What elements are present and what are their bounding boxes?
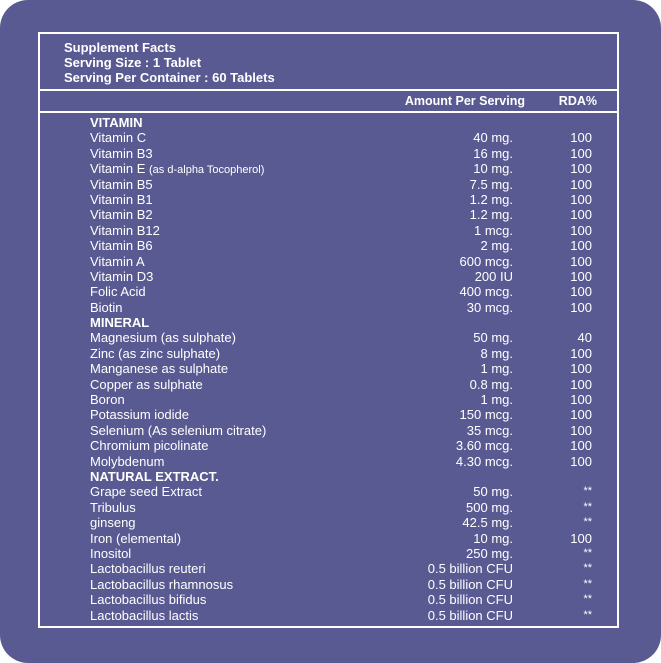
nutrient-name bbox=[90, 438, 209, 453]
section-title: NATURAL EXTRACT. bbox=[90, 468, 219, 484]
nutrient-name bbox=[90, 330, 236, 345]
nutrient-amount: 250 mg. bbox=[466, 545, 513, 561]
nutrient-amount: 600 mcg. bbox=[459, 253, 513, 269]
nutrient-name-text: Iron (elemental) bbox=[90, 530, 182, 546]
nutrient-name-text: Vitamin C bbox=[90, 130, 147, 146]
nutrient-name-text: Folic Acid bbox=[90, 284, 146, 300]
nutrient-rda: 100 bbox=[570, 238, 592, 254]
nutrient-row bbox=[40, 484, 617, 499]
nutrient-name-text: Manganese as sulphate bbox=[90, 361, 229, 377]
nutrient-row bbox=[40, 223, 617, 238]
nutrient-row bbox=[40, 407, 617, 422]
nutrient-name-text: Vitamin E bbox=[90, 161, 150, 177]
nutrient-rda: ** bbox=[583, 500, 592, 513]
nutrient-row bbox=[40, 531, 617, 546]
divider-columns bbox=[40, 111, 617, 113]
nutrient-amount: 50 mg. bbox=[473, 330, 513, 346]
nutrient-name bbox=[90, 592, 206, 607]
nutrient-rda: ** bbox=[583, 562, 592, 575]
nutrient-amount: 50 mg. bbox=[473, 484, 513, 500]
nutrient-name bbox=[90, 608, 198, 623]
nutrient-name bbox=[90, 531, 181, 546]
nutrient-name bbox=[90, 454, 164, 469]
nutrient-amount: 4.30 mcg. bbox=[455, 453, 513, 469]
nutrient-name bbox=[90, 346, 220, 361]
nutrient-name bbox=[90, 207, 153, 222]
nutrient-name-text: Vitamin B6 bbox=[90, 238, 153, 254]
serving-size: Serving Size : 1 Tablet bbox=[64, 55, 202, 70]
nutrient-row bbox=[40, 377, 617, 392]
nutrient-name-text: Molybdenum bbox=[90, 453, 165, 469]
nutrient-name-text: Boron bbox=[90, 392, 125, 408]
nutrient-name-text: Vitamin B5 bbox=[90, 176, 153, 192]
nutrient-note: (as d-alpha Tocopherol) bbox=[149, 164, 265, 177]
nutrient-row bbox=[40, 438, 617, 453]
nutrient-name bbox=[90, 269, 153, 284]
nutrient-name-text: Inositol bbox=[90, 545, 132, 561]
nutrient-row bbox=[40, 300, 617, 315]
facts-header bbox=[64, 40, 275, 85]
nutrient-rda: ** bbox=[583, 577, 592, 590]
nutrient-amount: 30 mcg. bbox=[466, 299, 513, 315]
nutrient-row bbox=[40, 254, 617, 269]
nutrient-name bbox=[90, 254, 145, 269]
nutrient-amount: 500 mg. bbox=[466, 499, 513, 515]
nutrient-name-text: Magnesium (as sulphate) bbox=[90, 330, 236, 346]
nutrient-rda: 100 bbox=[570, 392, 592, 408]
nutrient-rda: 100 bbox=[570, 422, 592, 438]
nutrient-name bbox=[90, 192, 153, 207]
nutrient-amount: 8 mg. bbox=[480, 345, 513, 361]
nutrient-rda: 100 bbox=[570, 253, 592, 269]
nutrient-row bbox=[40, 330, 617, 345]
nutrient-row bbox=[40, 577, 617, 592]
nutrient-name bbox=[90, 130, 146, 145]
nutrient-name-text: Biotin bbox=[90, 299, 123, 315]
nutrient-name-text: Vitamin B3 bbox=[90, 145, 153, 161]
nutrient-amount: 0.8 mg. bbox=[469, 376, 513, 392]
nutrient-amount: 1.2 mg. bbox=[469, 207, 513, 223]
section-title: MINERAL bbox=[90, 315, 150, 331]
nutrient-name bbox=[90, 177, 153, 192]
nutrient-row bbox=[40, 207, 617, 222]
nutrient-name-text: Vitamin B2 bbox=[90, 207, 153, 223]
nutrient-rda: 100 bbox=[570, 407, 592, 423]
column-header-rda: RDA% bbox=[558, 94, 597, 108]
nutrient-amount: 400 mcg. bbox=[459, 284, 513, 300]
nutrient-amount: 0.5 billion CFU bbox=[427, 607, 513, 623]
nutrient-rda: ** bbox=[583, 485, 592, 498]
nutrient-row bbox=[40, 130, 617, 145]
nutrient-rda: 100 bbox=[570, 207, 592, 223]
nutrient-rda: ** bbox=[583, 546, 592, 559]
servings-per-container: Serving Per Container : 60 Tablets bbox=[64, 70, 275, 85]
nutrient-row bbox=[40, 392, 617, 407]
nutrient-amount: 200 IU bbox=[474, 268, 513, 284]
nutrient-rda: 100 bbox=[570, 222, 592, 238]
nutrient-amount: 1 mcg. bbox=[473, 222, 513, 238]
nutrient-row bbox=[40, 515, 617, 530]
nutrient-row bbox=[40, 177, 617, 192]
nutrient-rda: 100 bbox=[570, 453, 592, 469]
nutrient-name-text: Vitamin A bbox=[90, 253, 145, 269]
nutrient-rda: 100 bbox=[570, 268, 592, 284]
divider-top bbox=[40, 89, 617, 91]
nutrient-rda: 40 bbox=[577, 330, 592, 346]
nutrient-name-text: Grape seed Extract bbox=[90, 484, 202, 500]
nutrient-rda: 100 bbox=[570, 376, 592, 392]
nutrient-name-text: Tribulus bbox=[90, 499, 136, 515]
nutrient-name bbox=[90, 361, 228, 376]
nutrient-name-text: Copper as sulphate bbox=[90, 376, 203, 392]
nutrient-row bbox=[40, 454, 617, 469]
facts-title: Supplement Facts bbox=[64, 40, 176, 55]
nutrient-amount: 7.5 mg. bbox=[469, 176, 513, 192]
nutrient-rda: 100 bbox=[570, 191, 592, 207]
nutrient-row bbox=[40, 546, 617, 561]
nutrient-rda: ** bbox=[583, 593, 592, 606]
nutrient-row bbox=[40, 361, 617, 376]
nutrient-row bbox=[40, 269, 617, 284]
nutrient-row bbox=[40, 238, 617, 253]
nutrient-row bbox=[40, 500, 617, 515]
nutrient-name bbox=[90, 392, 125, 407]
nutrient-rda: 100 bbox=[570, 361, 592, 377]
nutrient-amount: 1 mg. bbox=[480, 361, 513, 377]
nutrient-rda: ** bbox=[583, 608, 592, 621]
nutrient-amount: 0.5 billion CFU bbox=[427, 592, 513, 608]
nutrient-name bbox=[90, 484, 202, 499]
nutrient-rda: 100 bbox=[570, 284, 592, 300]
nutrient-name-text: Lactobacillus rhamnosus bbox=[90, 576, 234, 592]
nutrient-amount: 40 mg. bbox=[473, 130, 513, 146]
nutrient-amount: 10 mg. bbox=[473, 161, 513, 177]
nutrient-name-text: ginseng bbox=[90, 515, 136, 531]
nutrient-row bbox=[40, 346, 617, 361]
nutrient-name bbox=[90, 500, 136, 515]
nutrient-name-text: Lactobacillus bifidus bbox=[90, 592, 207, 608]
nutrient-amount: 1.2 mg. bbox=[469, 191, 513, 207]
nutrient-name bbox=[90, 561, 206, 576]
nutrient-rda: 100 bbox=[570, 345, 592, 361]
section-heading bbox=[40, 315, 617, 330]
nutrient-amount: 42.5 mg. bbox=[462, 515, 513, 531]
nutrient-amount: 3.60 mcg. bbox=[455, 438, 513, 454]
nutrient-name-text: Lactobacillus reuteri bbox=[90, 561, 206, 577]
nutrient-amount: 150 mcg. bbox=[459, 407, 513, 423]
section-heading bbox=[40, 115, 617, 130]
nutrient-name bbox=[90, 577, 233, 592]
nutrient-name bbox=[90, 377, 203, 392]
nutrient-rda: ** bbox=[583, 516, 592, 529]
facts-table bbox=[40, 115, 617, 623]
nutrient-name bbox=[90, 223, 160, 238]
nutrient-row bbox=[40, 161, 617, 176]
nutrient-name-text: Selenium (As selenium citrate) bbox=[90, 422, 267, 438]
nutrient-rda: 100 bbox=[570, 299, 592, 315]
nutrient-amount: 0.5 billion CFU bbox=[427, 561, 513, 577]
nutrient-amount: 0.5 billion CFU bbox=[427, 576, 513, 592]
nutrient-name-text: Potassium iodide bbox=[90, 407, 189, 423]
nutrient-rda: 100 bbox=[570, 438, 592, 454]
nutrient-name-text: Zinc (as zinc sulphate) bbox=[90, 345, 221, 361]
nutrient-name bbox=[90, 423, 266, 438]
nutrient-row bbox=[40, 146, 617, 161]
nutrient-name bbox=[90, 284, 146, 299]
nutrient-amount: 35 mcg. bbox=[466, 422, 513, 438]
nutrient-rda: 100 bbox=[570, 530, 592, 546]
nutrient-name-text: Vitamin D3 bbox=[90, 268, 154, 284]
nutrient-name-text: Vitamin B12 bbox=[90, 222, 160, 238]
nutrient-amount: 10 mg. bbox=[473, 530, 513, 546]
nutrient-name bbox=[90, 546, 131, 561]
nutrient-row bbox=[40, 592, 617, 607]
nutrient-row bbox=[40, 561, 617, 576]
nutrient-amount: 16 mg. bbox=[473, 145, 513, 161]
nutrient-name-text: Chromium picolinate bbox=[90, 438, 209, 454]
nutrient-name-text: Vitamin B1 bbox=[90, 191, 153, 207]
nutrient-rda: 100 bbox=[570, 130, 592, 146]
section-title: VITAMIN bbox=[90, 115, 143, 130]
nutrient-name bbox=[90, 238, 153, 253]
nutrient-row bbox=[40, 192, 617, 207]
nutrient-row bbox=[40, 284, 617, 299]
section-heading bbox=[40, 469, 617, 484]
nutrient-name bbox=[90, 407, 189, 422]
nutrient-rda: 100 bbox=[570, 176, 592, 192]
nutrient-rda: 100 bbox=[570, 145, 592, 161]
nutrient-name bbox=[90, 300, 123, 315]
nutrient-amount: 2 mg. bbox=[480, 238, 513, 254]
nutrient-amount: 1 mg. bbox=[480, 392, 513, 408]
nutrient-name bbox=[90, 146, 153, 161]
column-header-amount: Amount Per Serving bbox=[404, 94, 525, 108]
nutrient-name bbox=[90, 515, 136, 530]
nutrient-name-text: Lactobacillus lactis bbox=[90, 607, 199, 623]
supplement-facts-box bbox=[38, 32, 619, 628]
nutrient-row bbox=[40, 423, 617, 438]
nutrient-rda: 100 bbox=[570, 161, 592, 177]
nutrient-row bbox=[40, 608, 617, 623]
